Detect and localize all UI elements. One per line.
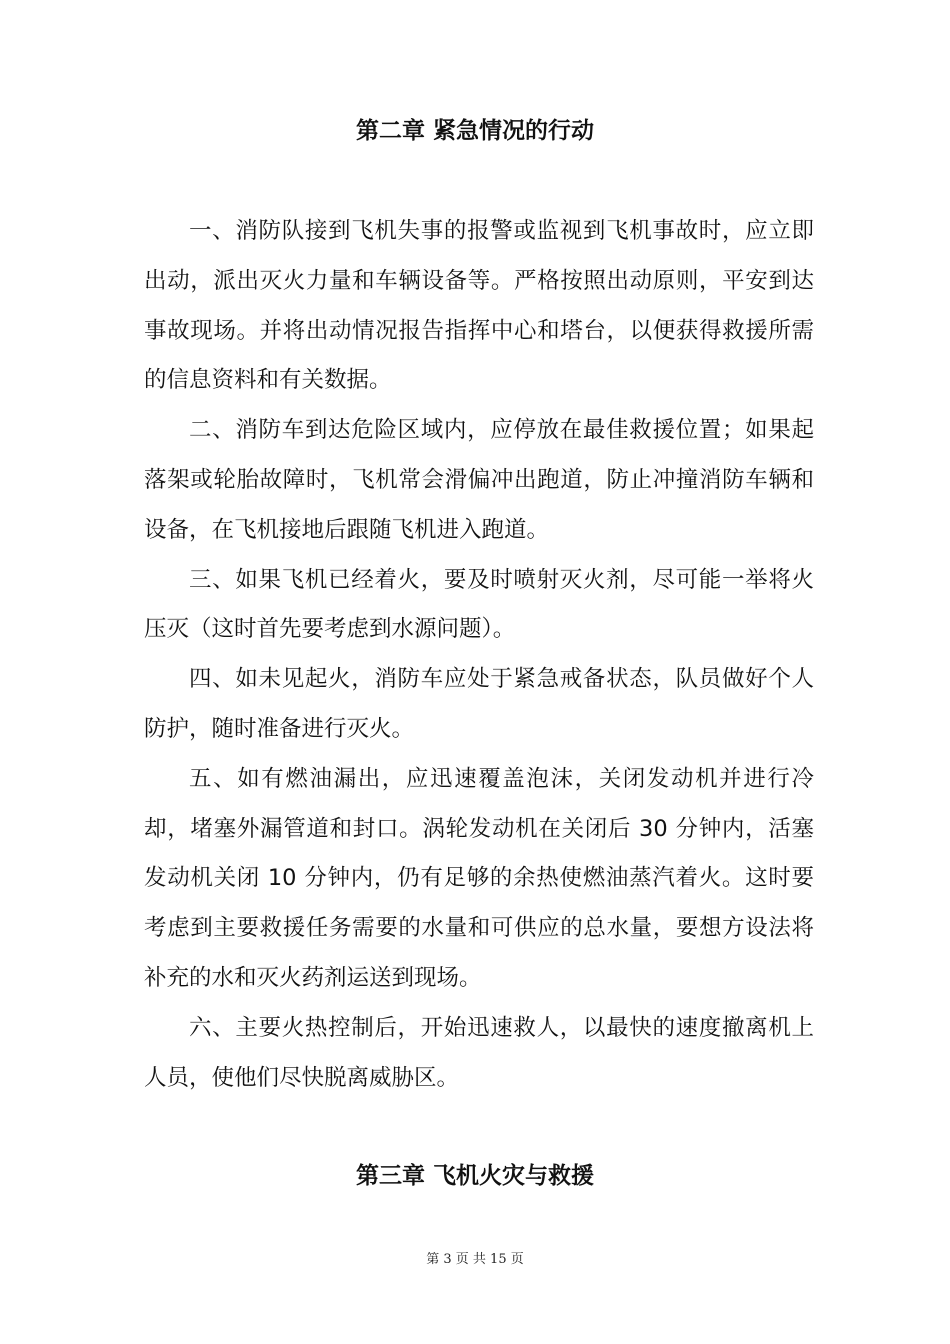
paragraph-3: 三、如果飞机已经着火，要及时喷射灭火剂，尽可能一举将火压灭（这时首先要考虑到水源问题）。 (144, 566, 814, 643)
page-number-footer: 第 3 页 共 15 页 (426, 1252, 524, 1267)
paragraph-2: 二、消防车到达危险区域内，应停放在最佳救援位置；如果起落架或轮胎故障时，飞机常会滑偏冲出跑道，防止冲撞消防车辆和设备，在飞机接地后跟随飞机进入跑道。 (144, 417, 814, 543)
paragraph-4: 四、如未见起火，消防车应处于紧急戒备状态，队员做好个人防护，随时准备进行灭火。 (144, 666, 814, 742)
paragraph-5: 五、如有燃油漏出，应迅速覆盖泡沫，关闭发动机并进行冷却，堵塞外漏管道和封口。涡轮发动机在关闭后 30 分钟内，活塞发动机关闭 10 分钟内，仍有足够的余热使燃油蒸汽着火。这时要考虑到主要救援任务需要的水量和可供应的总水量，要想方设法将补充的水和灭火药剂运送到现场。 (144, 765, 814, 991)
chapter-2-title: 第二章 紧急情况的行动 (355, 118, 594, 144)
paragraph-6: 六、主要火热控制后，开始迅速救人，以最快的速度撤离机上人员，使他们尽快脱离威胁区。 (144, 1014, 814, 1091)
body-text (144, 207, 814, 1103)
chapter-3-title: 第三章 飞机火灾与救援 (355, 1163, 594, 1189)
paragraph-1: 一、消防队接到飞机失事的报警或监视到飞机事故时，应立即出动，派出灭火力量和车辆设备等。严格按照出动原则，平安到达事故现场。并将出动情况报告指挥中心和塔台，以便获得救援所需的信息资料和有关数据。 (144, 218, 814, 394)
